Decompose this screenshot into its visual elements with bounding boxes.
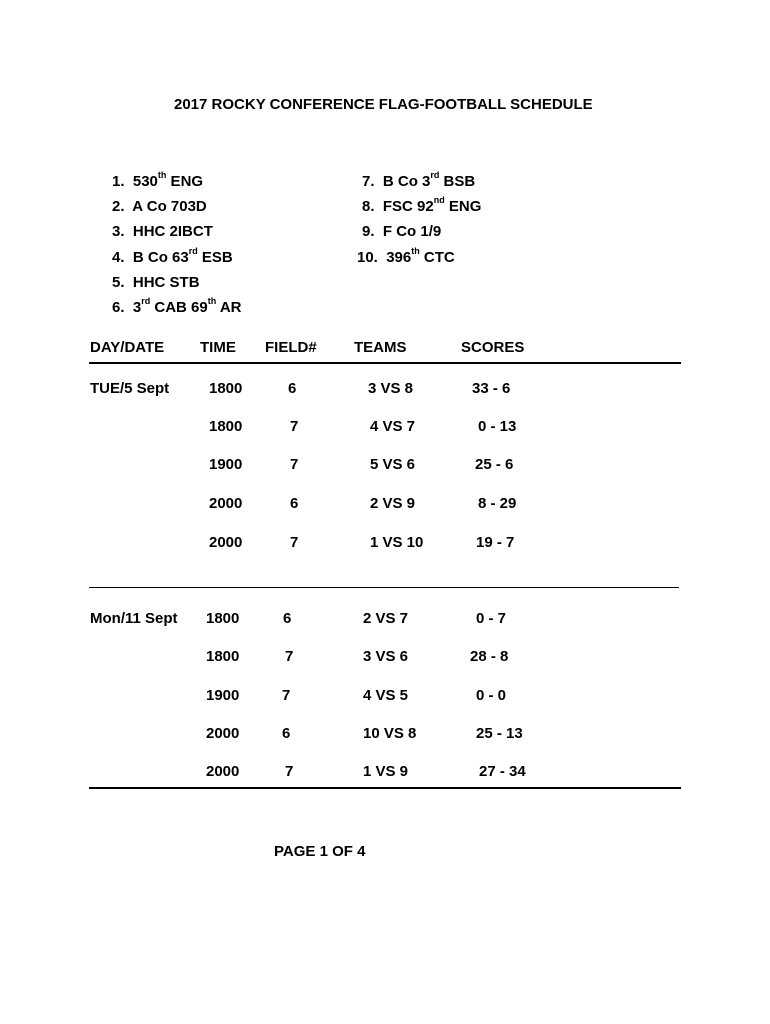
header-time: TIME bbox=[200, 339, 236, 356]
team-item: 5. HHC STB bbox=[112, 274, 200, 291]
team-item: 7. B Co 3rd BSB bbox=[362, 170, 476, 190]
game-teams: 4 VS 5 bbox=[363, 687, 409, 704]
day-label: TUE/5 Sept bbox=[90, 380, 170, 397]
game-score: 19 - 7 bbox=[476, 534, 515, 551]
game-teams: 5 VS 6 bbox=[370, 456, 416, 473]
game-score: 27 - 34 bbox=[479, 763, 526, 780]
header-rule bbox=[89, 362, 681, 364]
game-field: 7 bbox=[290, 418, 299, 435]
game-score: 0 - 13 bbox=[478, 418, 517, 435]
week-separator bbox=[89, 587, 679, 588]
game-field: 6 bbox=[290, 495, 299, 512]
game-field: 7 bbox=[285, 763, 294, 780]
game-teams: 4 VS 7 bbox=[370, 418, 416, 435]
game-teams: 1 VS 9 bbox=[363, 763, 409, 780]
game-field: 6 bbox=[283, 610, 292, 627]
team-item: 4. B Co 63rd ESB bbox=[112, 246, 233, 266]
game-field: 7 bbox=[285, 648, 294, 665]
game-time: 2000 bbox=[209, 495, 243, 512]
header-scores: SCORES bbox=[461, 339, 525, 356]
team-item: 9. F Co 1/9 bbox=[362, 223, 442, 240]
game-teams: 3 VS 8 bbox=[368, 380, 414, 397]
game-teams: 10 VS 8 bbox=[363, 725, 417, 742]
day-label: Mon/11 Sept bbox=[90, 610, 178, 627]
game-time: 2000 bbox=[206, 725, 240, 742]
team-item: 8. FSC 92nd ENG bbox=[362, 195, 482, 215]
team-item: 2. A Co 703D bbox=[112, 198, 207, 215]
game-field: 6 bbox=[288, 380, 297, 397]
team-item: 1. 530th ENG bbox=[112, 170, 204, 190]
team-item: 6. 3rd CAB 69th AR bbox=[112, 296, 242, 316]
game-score: 0 - 7 bbox=[476, 610, 507, 627]
header-day: DAY/DATE bbox=[90, 339, 165, 356]
game-score: 0 - 0 bbox=[476, 687, 507, 704]
page-number: PAGE 1 OF 4 bbox=[274, 843, 366, 860]
game-score: 33 - 6 bbox=[472, 380, 511, 397]
game-score: 25 - 13 bbox=[476, 725, 523, 742]
game-time: 2000 bbox=[209, 534, 243, 551]
game-score: 28 - 8 bbox=[470, 648, 509, 665]
game-field: 6 bbox=[282, 725, 291, 742]
team-item: 3. HHC 2IBCT bbox=[112, 223, 213, 240]
game-teams: 2 VS 7 bbox=[363, 610, 409, 627]
game-field: 7 bbox=[282, 687, 291, 704]
game-score: 25 - 6 bbox=[475, 456, 514, 473]
game-time: 1800 bbox=[206, 648, 240, 665]
game-score: 8 - 29 bbox=[478, 495, 517, 512]
page-title: 2017 ROCKY CONFERENCE FLAG-FOOTBALL SCHEDULE bbox=[174, 96, 593, 113]
game-field: 7 bbox=[290, 456, 299, 473]
bottom-rule bbox=[89, 787, 681, 789]
header-teams: TEAMS bbox=[354, 339, 407, 356]
game-time: 1900 bbox=[209, 456, 243, 473]
game-time: 1800 bbox=[209, 418, 243, 435]
team-item: 10. 396th CTC bbox=[357, 246, 455, 266]
game-teams: 3 VS 6 bbox=[363, 648, 409, 665]
game-teams: 2 VS 9 bbox=[370, 495, 416, 512]
game-time: 1800 bbox=[206, 610, 240, 627]
game-teams: 1 VS 10 bbox=[370, 534, 424, 551]
game-time: 1800 bbox=[209, 380, 243, 397]
header-field: FIELD# bbox=[265, 339, 317, 356]
game-time: 1900 bbox=[206, 687, 240, 704]
game-field: 7 bbox=[290, 534, 299, 551]
game-time: 2000 bbox=[206, 763, 240, 780]
